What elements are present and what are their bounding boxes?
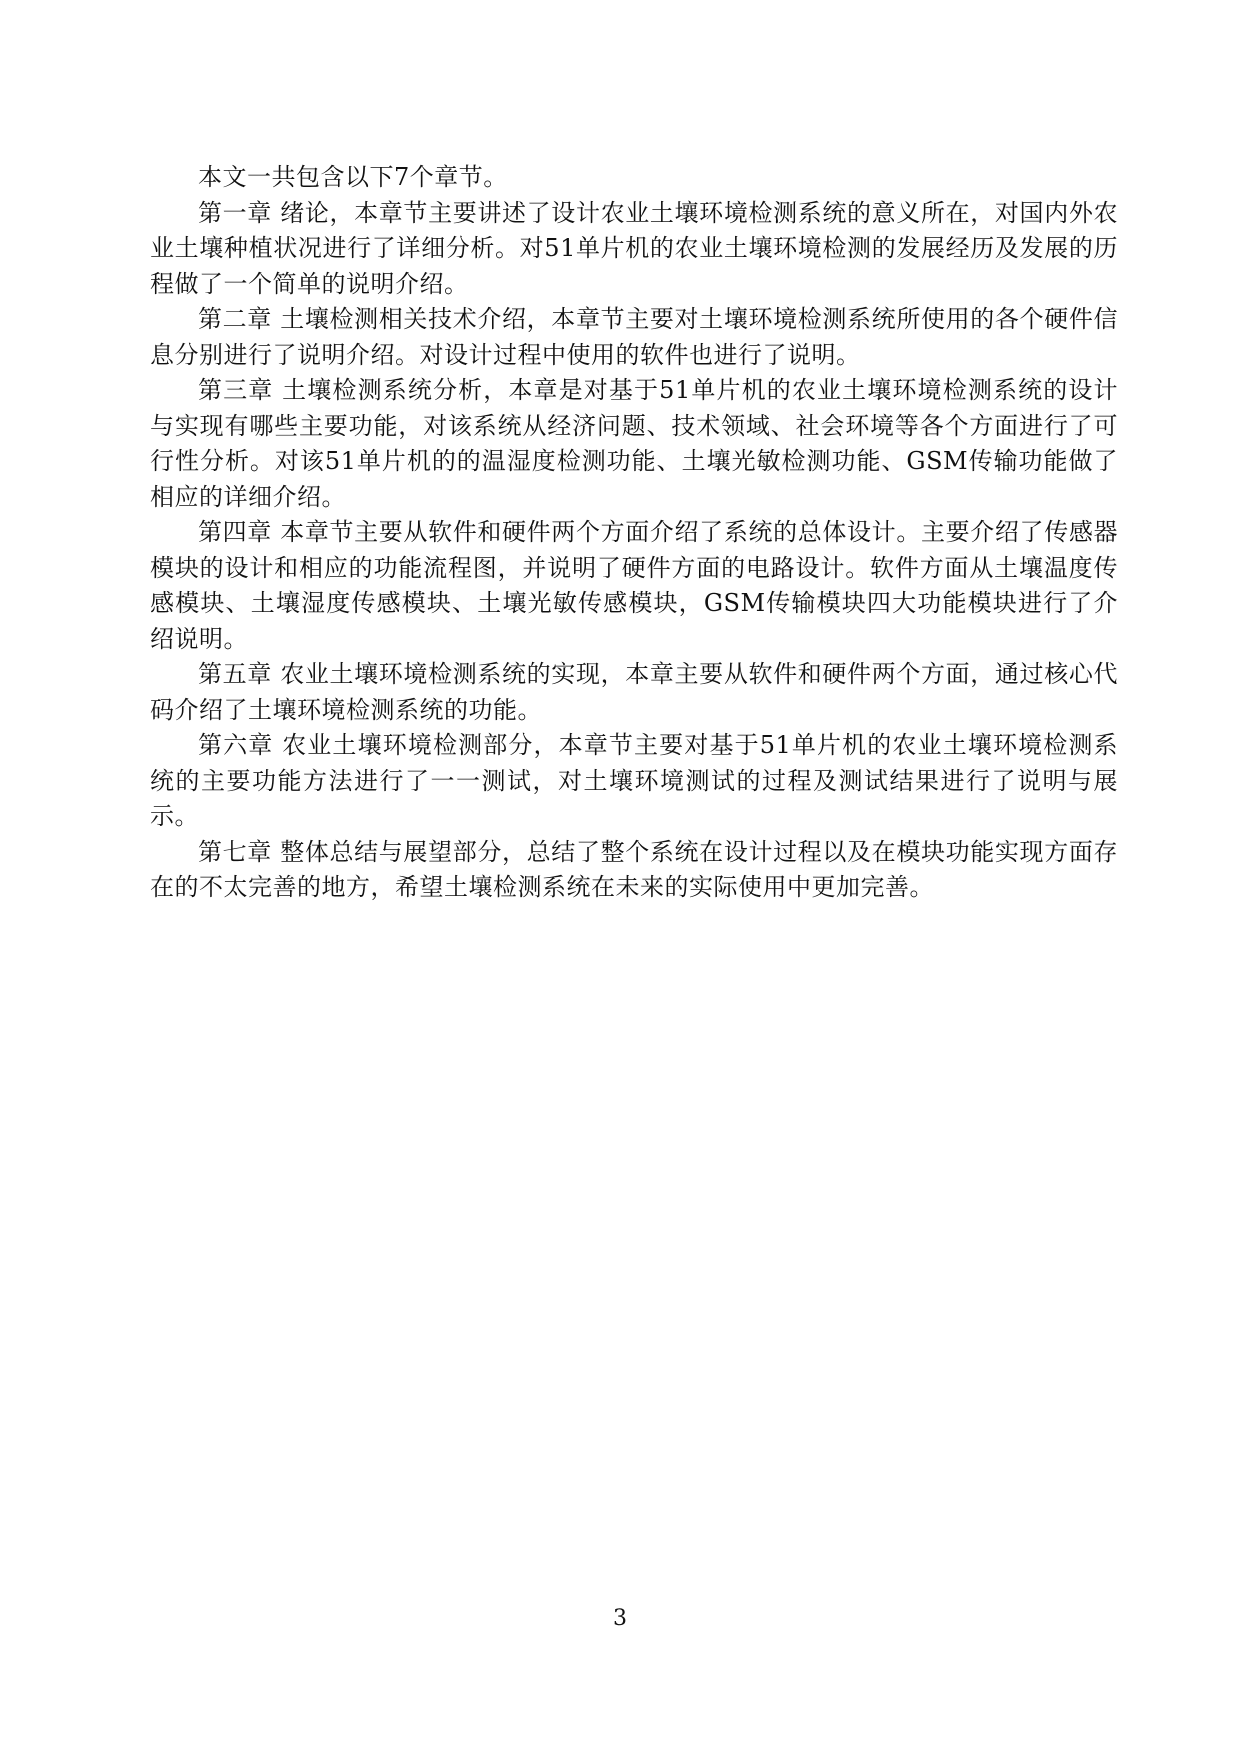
chapter-3-paragraph: 第三章 土壤检测系统分析，本章是对基于51单片机的农业土壤环境检测系统的设计与实现有哪些主要功能，对该系统从经济问题、技术领域、社会环境等各个方面进行了可行性分析。对该51单片机的的温湿度检测功能、土壤光敏检测功能、GSM传输功能做了相应的详细介绍。 xyxy=(150,376,1118,511)
chapter-5-paragraph: 第五章 农业土壤环境检测系统的实现，本章主要从软件和硬件两个方面，通过核心代码介绍了土壤环境检测系统的功能。 xyxy=(150,660,1118,724)
chapter-2-paragraph: 第二章 土壤检测相关技术介绍，本章节主要对土壤环境检测系统所使用的各个硬件信息分别进行了说明介绍。对设计过程中使用的软件也进行了说明。 xyxy=(150,305,1118,369)
chapter-7-paragraph: 第七章 整体总结与展望部分，总结了整个系统在设计过程以及在模块功能实现方面存在的不太完善的地方，希望土壤检测系统在未来的实际使用中更加完善。 xyxy=(150,837,1118,901)
intro-paragraph: 本文一共包含以下7个章节。 xyxy=(198,163,508,191)
page-number: 3 xyxy=(613,1606,627,1631)
document-body xyxy=(150,160,1118,906)
chapter-4-paragraph: 第四章 本章节主要从软件和硬件两个方面介绍了系统的总体设计。主要介绍了传感器模块的设计和相应的功能流程图，并说明了硬件方面的电路设计。软件方面从土壤温度传感模块、土壤湿度传感模块、土壤光敏传感模块，GSM传输模块四大功能模块进行了介绍说明。 xyxy=(150,518,1118,653)
chapter-1-paragraph: 第一章 绪论，本章节主要讲述了设计农业土壤环境检测系统的意义所在，对国内外农业土壤种植状况进行了详细分析。对51单片机的农业土壤环境检测的发展经历及发展的历程做了一个简单的说明介绍。 xyxy=(150,198,1118,298)
chapter-6-paragraph: 第六章 农业土壤环境检测部分，本章节主要对基于51单片机的农业土壤环境检测系统的主要功能方法进行了一一测试，对土壤环境测试的过程及测试结果进行了说明与展示。 xyxy=(150,731,1118,830)
